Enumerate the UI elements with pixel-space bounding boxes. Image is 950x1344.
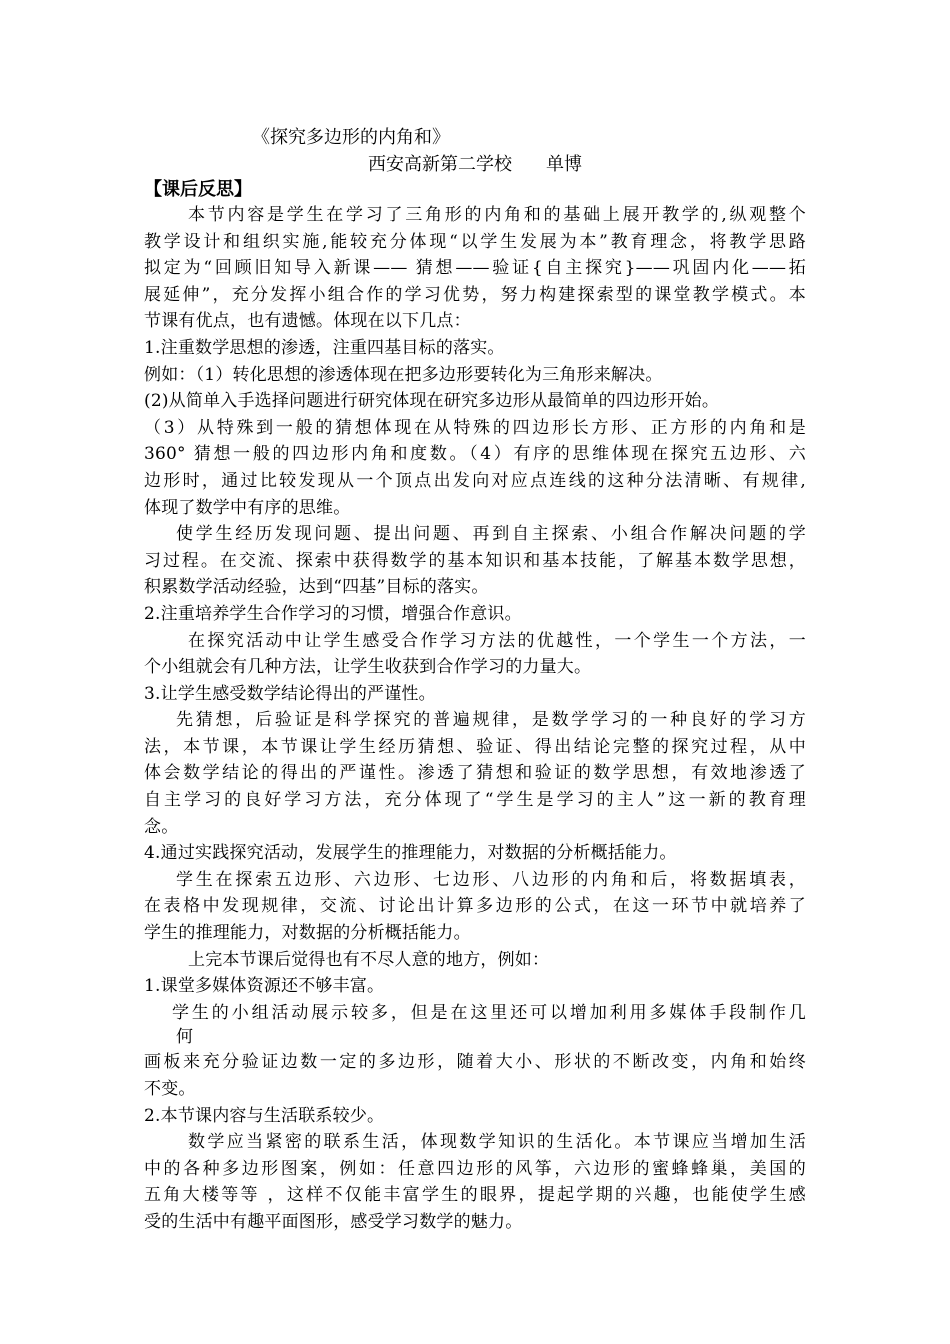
text-line: （3）从特殊到一般的猜想体现在从特殊的四边形长方形、正方形的内角和是 <box>144 417 806 438</box>
text-line: 何 <box>176 1027 194 1048</box>
text-line: 受的生活中有趣平面图形，感受学习数学的魅力。 <box>144 1211 523 1232</box>
text-line: 体现了数学中有序的思维。 <box>144 497 351 518</box>
text-line: 数学应当紧密的联系生活，体现数学知识的生活化。本节课应当增加生活 <box>188 1132 806 1153</box>
text-line: 边形时，通过比较发现从一个顶点出发向对应点连线的这种分法清晰、有规律, <box>144 470 806 491</box>
text-line: 4.通过实践探究活动，发展学生的推理能力，对数据的分析概括能力。 <box>144 843 677 864</box>
text-line: 五角大楼等等 ，这样不仅能丰富学生的眼界，提起学期的兴趣，也能使学生感 <box>144 1185 806 1206</box>
text-line: 在表格中发现规律，交流、讨论出计算多边形的公式，在这一环节中就培养了 <box>144 896 806 917</box>
text-line: 念。 <box>144 816 179 837</box>
text-line: 个小组就会有几种方法，让学生收获到合作学习的力量大。 <box>144 657 592 678</box>
text-line: 1.课堂多媒体资源还不够丰富。 <box>144 976 385 997</box>
text-line: 体会数学结论的得出的严谨性。渗透了猜想和验证的数学思想，有效地渗透了 <box>144 763 806 784</box>
text-line: 先猜想，后验证是科学探究的普遍规律，是数学学习的一种良好的学习方 <box>176 710 806 731</box>
text-line: 中的各种多边形图案，例如：任意四边形的风筝，六边形的蜜蜂蜂巢，美国的 <box>144 1158 806 1179</box>
text-line: 上完本节课后觉得也有不尽人意的地方，例如： <box>188 949 550 970</box>
text-line: 3.让学生感受数学结论得出的严谨性。 <box>144 683 436 704</box>
section-heading: 【课后反思】 <box>144 179 252 200</box>
text-line: 在探究活动中让学生感受合作学习方法的优越性，一个学生一个方法，一 <box>188 630 806 651</box>
byline <box>368 151 582 179</box>
text-line: 使学生经历发现问题、提出问题、再到自主探索、小组合作解决问题的学 <box>176 524 806 545</box>
document-title: 《探究多边形的内角和》 <box>252 127 450 148</box>
text-line: 教学设计和组织实施,能较充分体现“以学生发展为本”教育理念，将教学思路 <box>144 231 806 252</box>
document-body <box>144 202 806 1236</box>
text-line: 画板来充分验证边数一定的多边形，随着大小、形状的不断改变，内角和始终 <box>144 1052 806 1073</box>
text-line: 积累数学活动经验，达到“四基”目标的落实。 <box>144 577 489 598</box>
school-name: 西安高新第二学校 <box>368 154 512 175</box>
text-line: 学生的推理能力，对数据的分析概括能力。 <box>144 923 471 944</box>
text-line: 本节内容是学生在学习了三角形的内角和的基础上展开教学的,纵观整个 <box>188 205 806 225</box>
text-line: 展延伸”，充分发挥小组合作的学习优势，努力构建探索型的课堂教学模式。本 <box>144 284 806 305</box>
text-line: (2)从简单入手选择问题进行研究体现在研究多边形从最简单的四边形开始。 <box>144 391 720 412</box>
author-name: 单博 <box>546 154 582 175</box>
text-line: 拟定为“回顾旧知导入新课—— 猜想——验证{自主探究}——巩固内化——拓 <box>144 258 806 279</box>
text-line: 学生的小组活动展示较多，但是在这里还可以增加利用多媒体手段制作几 <box>172 1002 806 1023</box>
text-line: 360° 猜想一般的四边形内角和度数。（4）有序的思维体现在探究五边形、六 <box>144 444 806 465</box>
text-line: 自主学习的良好学习方法，充分体现了“学生是学习的主人”这一新的教育理 <box>144 790 806 811</box>
text-line: 1.注重数学思想的渗透，注重四基目标的落实。 <box>144 337 505 358</box>
text-line: 不变。 <box>144 1079 196 1099</box>
text-line: 2.本节课内容与生活联系较少。 <box>144 1105 385 1126</box>
text-line: 习过程。在交流、探索中获得数学的基本知识和基本技能，了解基本数学思想， <box>144 550 806 571</box>
text-line: 例如：（1）转化思想的渗透体现在把多边形要转化为三角形来解决。 <box>144 364 663 385</box>
text-line: 法，本节课，本节课让学生经历猜想、验证、得出结论完整的探究过程，从中 <box>144 736 806 757</box>
text-line: 节课有优点，也有遗憾。体现在以下几点： <box>144 311 471 332</box>
text-line: 2.注重培养学生合作学习的习惯，增强合作意识。 <box>144 603 522 624</box>
text-line: 学生在探索五边形、六边形、七边形、八边形的内角和后，将数据填表， <box>176 869 806 890</box>
